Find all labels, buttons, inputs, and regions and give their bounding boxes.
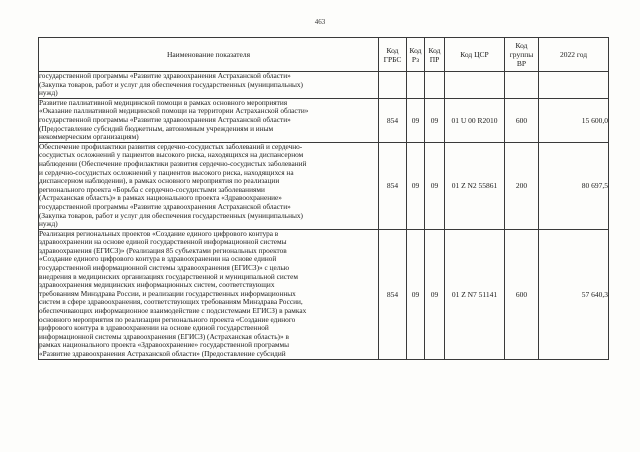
header-rz	[407, 38, 425, 72]
cell-rz: 09	[407, 98, 425, 142]
table-body	[39, 72, 609, 360]
header-vr-line: ВР	[516, 59, 527, 68]
cell-pr: 09	[425, 98, 445, 142]
cell-csr: 01 Z N2 55861	[445, 142, 505, 229]
header-vr-line: Код	[515, 41, 528, 50]
description-line: «Развитие здравоохранения Астраханской области» (Предоставление субсидий	[39, 349, 286, 358]
cell-rz: 09	[407, 142, 425, 229]
cell-vr: 200	[505, 142, 539, 229]
description-line: (Закупка товаров, работ и услуг для обеспечения государственных (муниципальных)	[39, 210, 303, 220]
row-description	[39, 98, 379, 142]
description-line: здравоохранения (ЕГИСЗ)» (Реализация 85 субъектами региональных проектов	[39, 245, 287, 255]
table-row	[39, 142, 609, 229]
description-line: требованиям Минздрава России, и реализации государственных информационных	[39, 288, 296, 298]
description-line: информационной системы здравоохранения (ЕГИСЗ) (Астраханская область)» в	[39, 331, 289, 341]
description-line: нужд)	[39, 219, 58, 229]
header-row	[39, 38, 609, 72]
description-line: обеспечивающих информационное взаимодействие с подсистемами ЕГИСЗ) в рамках	[39, 306, 307, 316]
table-row	[39, 229, 609, 359]
budget-table	[38, 37, 609, 360]
header-vr-line: группы	[509, 50, 534, 59]
cell-grbs: 854	[379, 142, 407, 229]
header-csr: Код ЦСР	[445, 38, 505, 72]
description-line: Реализация региональных проектов «Создание единого цифрового контура в	[39, 228, 279, 238]
cell-rz	[407, 72, 425, 99]
cell-grbs: 854	[379, 229, 407, 359]
description-line: основного мероприятия по реализации регионального проекта «Создание единого	[39, 314, 296, 324]
description-line: «Оказание паллиативной медицинской помощи на территории Астраханской области»	[39, 106, 309, 116]
description-line: государственной программы «Развитие здравоохранения Астраханской области»	[39, 201, 291, 211]
description-line: внедрения в медицинских организациях государственной и муниципальной систем	[39, 271, 299, 281]
description-line: нужд)	[39, 88, 58, 98]
header-year: 2022 год	[539, 38, 609, 72]
cell-pr	[425, 72, 445, 99]
cell-amount: 15 600,0	[539, 98, 609, 142]
description-line: рамках национального проекта «Здравоохранение» государственной программы	[39, 340, 290, 350]
header-pr-line: ПР	[429, 54, 440, 64]
row-description	[39, 72, 379, 99]
description-line: (Закупка товаров, работ и услуг для обеспечения государственных (муниципальных)	[39, 79, 303, 89]
cell-csr: 01 U 00 R2010	[445, 98, 505, 142]
description-line: диспансерном наблюдении), в рамках основного мероприятия по реализации	[39, 176, 280, 186]
header-pr	[425, 38, 445, 72]
cell-rz: 09	[407, 229, 425, 359]
cell-amount	[539, 72, 609, 99]
header-pr-line: Код	[428, 45, 441, 55]
description-line: систем в сфере здравоохранения, соответствующих требованиям Минздрава России,	[39, 297, 303, 307]
header-grbs	[379, 38, 407, 72]
description-line: и сердечно-сосудистых осложнений у пациентов высокого риска, находящихся на	[39, 167, 294, 177]
description-line: (Астраханская область)» в рамках национального проекта «Здравоохранение»	[39, 193, 282, 203]
header-grbs-line: Код	[386, 45, 399, 55]
description-line: здравоохранения медицинских информационных систем, соответствующих	[39, 280, 275, 290]
description-line: здравоохранении на основе единой государственной информационной системы	[39, 237, 287, 247]
table-row	[39, 98, 609, 142]
cell-amount: 80 697,5	[539, 142, 609, 229]
table-row	[39, 72, 609, 99]
cell-pr: 09	[425, 229, 445, 359]
cell-vr: 600	[505, 98, 539, 142]
cell-amount: 57 640,3	[539, 229, 609, 359]
cell-vr: 600	[505, 229, 539, 359]
header-rz-line: Код	[409, 45, 422, 55]
description-line: Развитие паллиативной медицинской помощи в рамках основного мероприятия	[39, 97, 288, 107]
cell-grbs: 854	[379, 98, 407, 142]
description-line: цифрового контура в здравоохранении на основе единой государственной	[39, 323, 269, 333]
header-name: Наименование показателя	[39, 38, 379, 72]
page-number: 463	[314, 18, 326, 26]
header-vr	[505, 38, 539, 72]
description-line: наблюдении (Обеспечение профилактики развития сердечно-сосудистых заболеваний	[39, 158, 307, 168]
row-description	[39, 229, 379, 359]
description-line: государственной информационной системы здравоохранения (ЕГИСЗ)» с целью	[39, 263, 290, 273]
description-line: некоммерческим организациям)	[39, 132, 139, 142]
header-grbs-line: ГРБС	[383, 54, 402, 64]
description-line: государственной программы «Развитие здравоохранения Астраханской области»	[39, 71, 291, 80]
description-line: регионального проекта «Борьба с сердечно-сосудистыми заболеваниями	[39, 184, 265, 194]
description-line: сосудистых осложнений у пациентов высокого риска, находящихся на диспансерном	[39, 150, 304, 160]
description-line: (Предоставление субсидий бюджетным, автономным учреждениям и иным	[39, 123, 274, 133]
description-line: Обеспечение профилактики развития сердечно-сосудистых заболеваний и сердечно-	[39, 141, 303, 151]
cell-csr	[445, 72, 505, 99]
row-description	[39, 142, 379, 229]
cell-vr	[505, 72, 539, 99]
description-line: государственной программы «Развитие здравоохранения Астраханской области»	[39, 114, 291, 124]
description-line: «Создание единого цифрового контура в здравоохранении на основе единой	[39, 254, 277, 264]
cell-csr: 01 Z N7 51141	[445, 229, 505, 359]
cell-grbs	[379, 72, 407, 99]
header-rz-line: Рз	[411, 54, 420, 64]
cell-pr: 09	[425, 142, 445, 229]
